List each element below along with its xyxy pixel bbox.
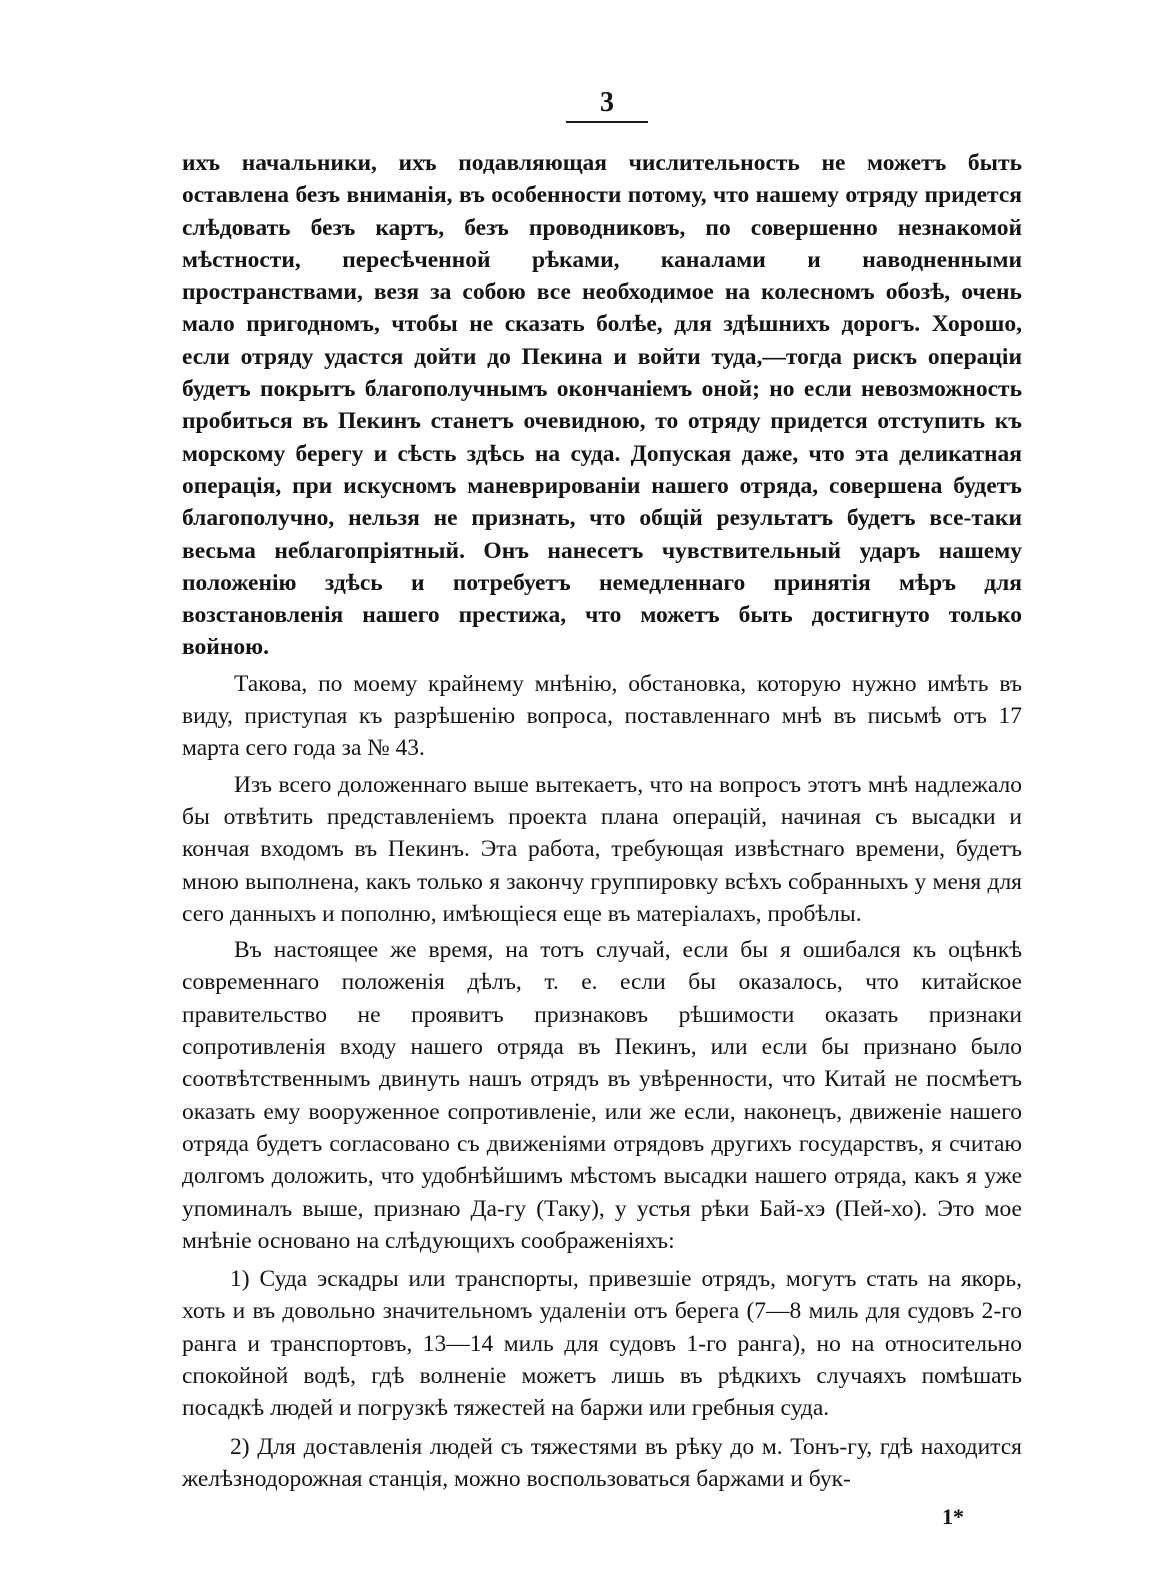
page-number: 3 bbox=[600, 87, 614, 118]
signature-mark: 1* bbox=[942, 1504, 964, 1529]
list-item-2: 2) Для доставленія людей съ тяжестями въ рѣку до м. Тонъ-гу, гдѣ находится желѣзнодорожная станція, можно воспользоваться баржами и бук- bbox=[182, 1433, 1022, 1492]
list-item-1: 1) Суда эскадры или транспорты, привезшіе отрядъ, могутъ стать на якорь, хоть и въ довольно значительномъ удаленіи отъ берега (7—8 миль для судовъ 2-го ранга и транспортовъ, 13—14 миль для судовъ 1-го ранга), но на относительно спокойной водѣ, гдѣ волненіе можетъ лишь въ рѣдкихъ случаяхъ помѣшать посадкѣ людей и погрузкѣ тяжестей на баржи или гребныя суда. bbox=[182, 1266, 1022, 1422]
paragraph-landing-place: Въ настоящее же время, на тотъ случай, если бы я ошибался къ оцѣнкѣ современнаго положенія дѣлъ, т. е. если бы оказалось, что китайское правительство не проявитъ признаковъ рѣшимости оказать признаки сопротивленія входу нашего отряда въ Пекинъ, или если бы признано было соотвѣтственнымъ двинуть нашъ отрядъ въ увѣренности, что Китай не посмѣетъ оказать ему вооруженное сопротивленіе, или же если, наконецъ, движеніе нашего отряда будетъ согласовано съ движеніями отрядовъ другихъ государствъ, я считаю долгомъ доложить, что удобнѣйшимъ мѣстомъ высадки нашего отряда, какъ я уже упоминалъ выше, признаю Да-гу (Таку), у устья рѣки Бай-хэ (Пей-хо). Это мое мнѣніе основано на слѣдующихъ соображеніяхъ: bbox=[182, 937, 1022, 1254]
paragraph-plan: Изъ всего доложеннаго выше вытекаетъ, что на вопросъ этотъ мнѣ надлежало бы отвѣтить представленіемъ проекта плана операцій, начиная съ высадки и кончая входомъ въ Пекинъ. Эта работа, требующая извѣстнаго времени, будетъ мною выполнена, какъ только я закончу группировку всѣхъ собранныхъ у меня для сего данныхъ и пополню, имѣющіеся еще въ матеріалахъ, пробѣлы. bbox=[182, 771, 1022, 927]
page-number-rule bbox=[566, 121, 648, 123]
body-text bbox=[182, 147, 1022, 1495]
paragraph-continuation: ихъ начальники, ихъ подавляющая числительность не можетъ быть оставлена безъ вниманія, въ особенности потому, что нашему отряду придется слѣдовать безъ картъ, безъ проводниковъ, по совершенно незнакомой мѣстности, пересѣченной рѣками, каналами и наводненными пространствами, везя за собою все необходимое на колесномъ обозѣ, очень мало пригодномъ, чтобы не сказать болѣе, для здѣшнихъ дорогъ. Хорошо, если отряду удастся дойти до Пекина и войти туда,—тогда рискъ операціи будетъ покрытъ благополучнымъ окончаніемъ оной; но если невозможность пробиться въ Пекинъ станетъ очевидною, то отряду придется отступить къ морскому берегу и сѣсть здѣсь на суда. Допуская даже, что эта деликатная операція, при искусномъ маневрированіи нашего отряда, совершена будетъ благополучно, нельзя не признать, что общій результатъ будетъ все-таки весьма неблагопріятный. Онъ нанесетъ чувствительный ударъ нашему положенію здѣсь и потребуетъ немедленнаго принятія мѣръ для возстановленія нашего престижа, что можетъ быть достигнуто только войною. bbox=[182, 150, 1022, 661]
paragraph-situation: Такова, по моему крайнему мнѣнію, обстановка, которую нужно имѣть въ виду, приступая къ разрѣшенію вопроса, поставленнаго мнѣ въ письмѣ отъ 17 марта сего года за № 43. bbox=[182, 670, 1022, 762]
